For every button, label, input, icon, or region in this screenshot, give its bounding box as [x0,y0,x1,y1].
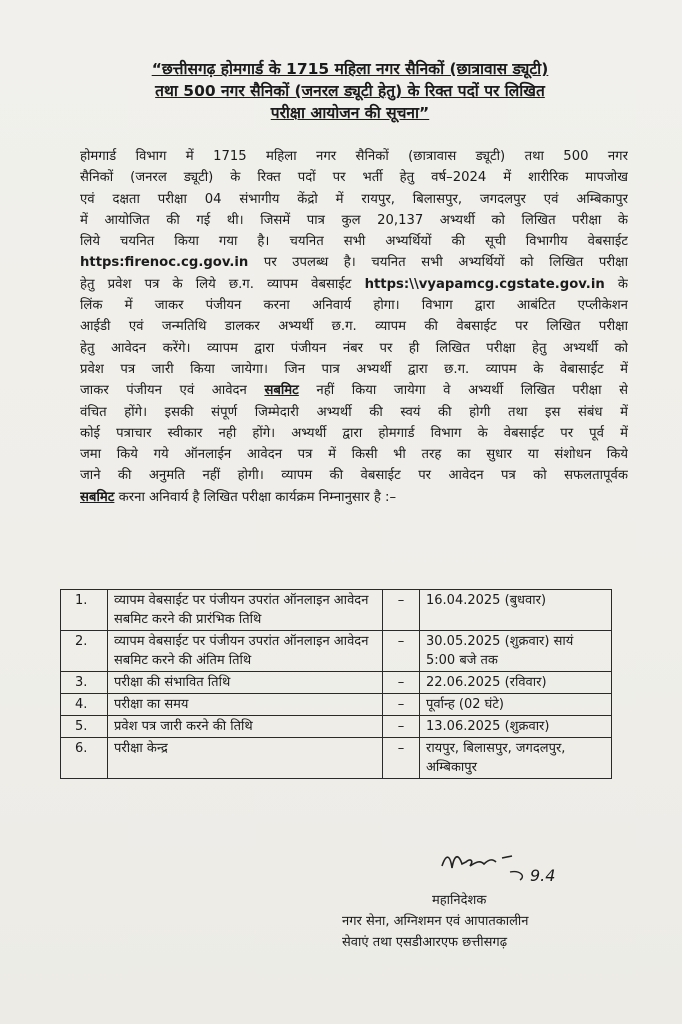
body-line: कोई पत्राचार स्वीकार नही होंगे। अभ्यर्थी द्वारा होमगार्ड विभाग के वेबसाईट पर पूर्व में [80,425,628,441]
row-value: रायपुर, बिलासपुर, जगदलपुर, अम्बिकापुर [420,738,612,779]
body-line: वंचित होंगे। इसकी संपूर्ण जिम्मेदारी अभ्यर्थी की स्वयं की होगी तथा इस संबंध में [80,404,628,420]
exam-schedule-table [60,589,612,779]
row-number: 2. [61,631,108,672]
body-line: जमा किये गये ऑनलाईन आवेदन पत्र में किसी भी तरह का सुधार या संशोधन किये [80,447,628,463]
row-description: परीक्षा केन्द्र [108,738,383,779]
row-value: 16.04.2025 (बुधवार) [420,590,612,631]
body-text-segment: नहीं किया जायेगा वे अभ्यर्थी लिखित परीक्षा से [298,383,628,399]
body-text-segment: पर उपलब्ध है। चयनित सभी अभ्यर्थियों को लिखित परीक्षा [248,255,628,271]
signatory-designation: महानिदेशक [432,893,487,908]
row-dash: – [383,716,420,738]
row-number: 6. [61,738,108,779]
body-line: जाने की अनुमति नहीं होगी। व्यापम की वेबसाईट पर आवेदन पत्र को सफलतापूर्वक [80,468,628,484]
body-line: होमगार्ड विभाग में 1715 महिला नगर सैनिकों (छात्रावास ड्यूटी) तथा 500 नगर [80,149,628,164]
row-dash: – [383,590,420,631]
notice-title [70,58,630,124]
body-line [80,380,628,401]
submit-emphasis: सबमिट [264,383,299,399]
row-number: 3. [61,672,108,694]
signatory-department: नगर सेना, अग्निशमन एवं आपातकालीन [342,914,529,929]
body-line [80,487,628,508]
body-line: सैनिकों (जनरल ड्यूटी) के रिक्त पदों पर भर्ती हेतु वर्ष–2024 में शारीरिक मापजोख [80,170,628,186]
body-line: एवं दक्षता परीक्षा 04 संभागीय केंद्रो में रायपुर, बिलासपुर, जगदलपुर एवं अम्बिकापुर [80,191,628,207]
vyapam-url: https:\\vyapamcg.cgstate.gov.in [364,276,605,292]
row-description: परीक्षा का समय [108,694,383,716]
body-line: हेतु आवेदन करेंगे। व्यापम द्वारा पंजीयन नंबर पर ही लिखित परीक्षा हेतु अभ्यर्थी को [80,340,628,356]
signature-date: 9.4 [530,866,556,885]
row-number: 5. [61,716,108,738]
row-dash: – [383,738,420,779]
row-number: 1. [61,590,108,631]
row-value: 22.06.2025 (रविवार) [420,672,612,694]
title-line-1: “छत्तीसगढ़ होमगार्ड के 1715 महिला नगर सैनिकों (छात्रावास ड्यूटी) [151,60,549,78]
row-description: परीक्षा की संभावित तिथि [108,672,383,694]
row-description: प्रवेश पत्र जारी करने की तिथि [108,716,383,738]
body-text-segment: के [604,276,628,292]
row-number: 4. [61,694,108,716]
table-row [61,672,612,694]
body-text-segment: हेतु प्रवेश पत्र के लिये छ.ग. व्यापम वेबसाईट [80,276,365,292]
table-row [61,590,612,631]
table-row [61,631,612,672]
title-line-2: तथा 500 नगर सैनिकों (जनरल ड्यूटी हेतु) के रिक्त पदों पर लिखित [155,82,545,100]
table-row [61,694,612,716]
body-line [80,274,628,295]
signatory-department-cont: सेवाएं तथा एसडीआरएफ छत्तीसगढ़ [342,935,508,950]
body-line: आईडी एवं जन्मतिथि डालकर अभ्यर्थी छ.ग. व्यापम की वेबसाईट पर लिखित परीक्षा [80,319,628,335]
body-text-segment: जाकर पंजीयन एवं आवेदन [80,383,265,399]
row-description: व्यापम वेबसाईट पर पंजीयन उपरांत ऑनलाइन आवेदन सबमिट करने की प्रारंभिक तिथि [108,590,383,631]
body-text-segment: करना अनिवार्य है लिखित परीक्षा कार्यक्रम निम्नानुसार है :– [114,489,397,505]
firenoc-url: https:firenoc.cg.gov.in [80,255,249,271]
table-row [61,716,612,738]
body-line: लिये चयनित किया गया है। चयनित सभी अभ्यर्थियों की सूची विभागीय वेबसाईट [80,234,628,250]
row-description: व्यापम वेबसाईट पर पंजीयन उपरांत ऑनलाइन आवेदन सबमिट करने की अंतिम तिथि [108,631,383,672]
notice-body [80,146,628,508]
row-value: 13.06.2025 (शुक्रवार) [420,716,612,738]
row-value: 30.05.2025 (शुक्रवार) सायं 5:00 बजे तक [420,631,612,672]
signatory-block [342,890,622,953]
body-line: में आयोजित की गई थी। जिसमें पात्र कुल 20,137 अभ्यर्थी को लिखित परीक्षा के [80,212,628,228]
body-line: लिंक में जाकर पंजीयन करना अनिवार्य होगा। विभाग द्वारा आबंटित एप्लीकेशन [80,298,628,314]
row-dash: – [383,631,420,672]
row-value: पूर्वान्ह (02 घंटे) [420,694,612,716]
title-line-3: परीक्षा आयोजन की सूचना” [270,104,430,122]
table-row [61,738,612,779]
body-line: प्रवेश पत्र जारी किया जायेगा। जिन पात्र अभ्यर्थी द्वारा छ.ग. व्यापम के वेबासाईट में [80,361,628,377]
submit-emphasis: सबमिट [80,489,115,505]
body-line [80,252,628,273]
signature [440,846,570,886]
row-dash: – [383,694,420,716]
row-dash: – [383,672,420,694]
